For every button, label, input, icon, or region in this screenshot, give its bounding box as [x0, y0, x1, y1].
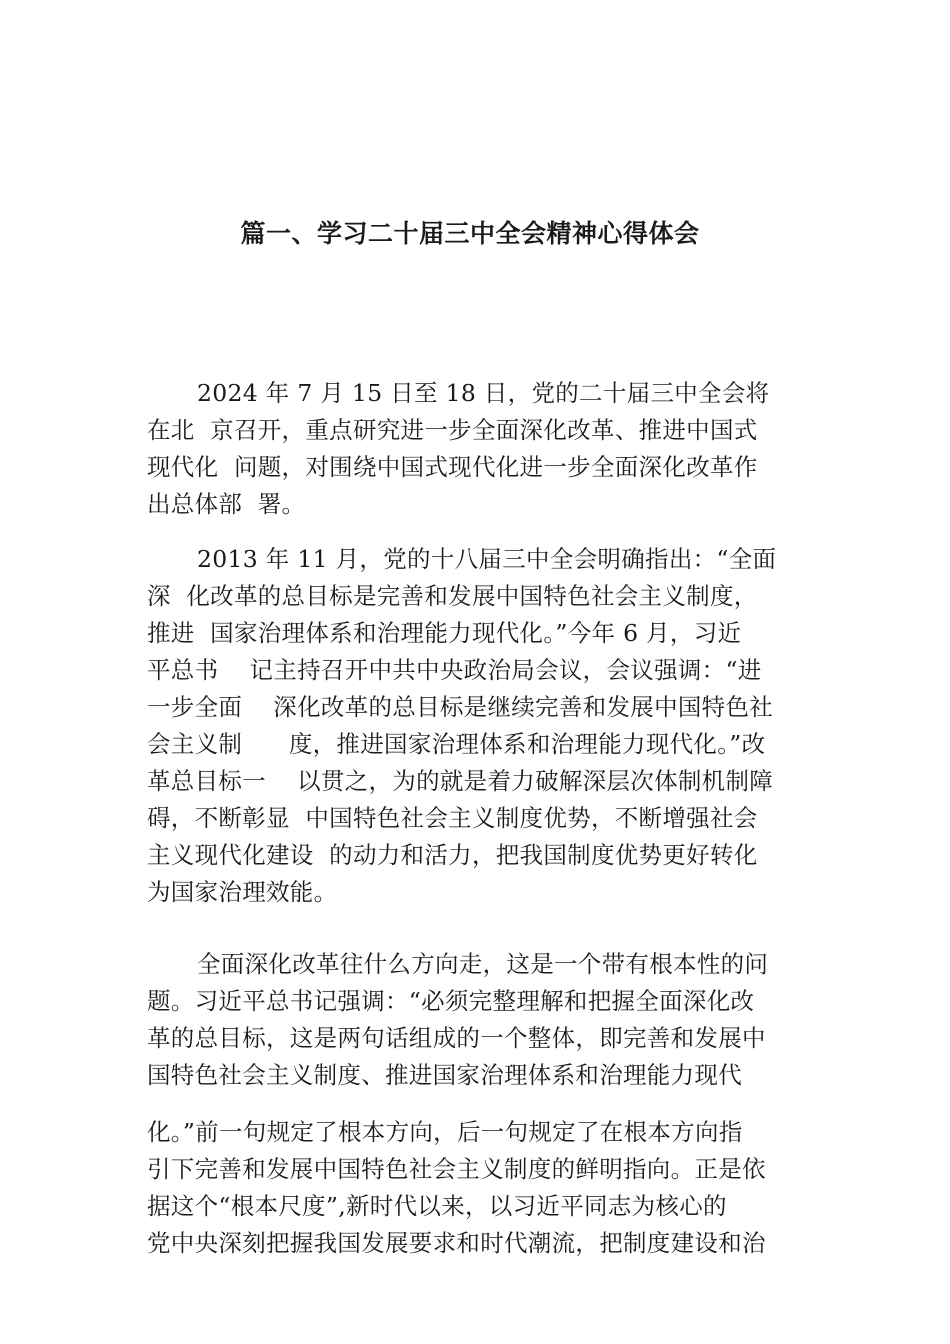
- text-line: 在北 京召开，重点研究进一步全面深化改革、推进中国式: [147, 416, 758, 444]
- text-line: 题。习近平总书记强调：“必须完整理解和把握全面深化改: [147, 987, 755, 1015]
- document-title: 篇一、学习二十届三中全会精神心得体会: [240, 219, 700, 248]
- text-line: 全面深化改革往什么方向走，这是一个带有根本性的问: [197, 950, 769, 978]
- text-line: 2024 年 7 月 15 日至 18 日，党的二十届三中全会将: [197, 379, 770, 407]
- text-line: 现代化 问题，对围绕中国式现代化进一步全面深化改革作: [147, 453, 758, 481]
- text-line: 会主义制 度，推进国家治理体系和治理能力现代化。”改: [147, 730, 766, 758]
- text-line: 革总目标一 以贯之，为的就是着力破解深层次体制机制障: [147, 767, 774, 795]
- text-line: 碍，不断彰显 中国特色社会主义制度优势，不断增强社会: [147, 804, 758, 832]
- text-line: 国特色社会主义制度、推进国家治理体系和治理能力现代: [147, 1061, 742, 1089]
- paragraph-2: [147, 541, 807, 911]
- paragraph-3: [147, 946, 807, 1094]
- text-line: 出总体部 署。: [147, 490, 306, 518]
- text-line: 引下完善和发展中国特色社会主义制度的鲜明指向。正是依: [147, 1155, 766, 1183]
- text-line: 主义现代化建设 的动力和活力，把我国制度优势更好转化: [147, 841, 758, 869]
- paragraph-3-continued: [147, 1114, 807, 1262]
- text-line: 一步全面 深化改革的总目标是继续完善和发展中国特色社: [147, 693, 774, 721]
- text-line: 据这个“根本尺度”,新时代以来，以习近平同志为核心的: [147, 1192, 727, 1220]
- text-line: 化。”前一句规定了根本方向，后一句规定了在根本方向指: [147, 1118, 743, 1146]
- text-line: 2013 年 11 月，党的十八届三中全会明确指出：“全面: [197, 545, 777, 573]
- text-line: 党中央深刻把握我国发展要求和时代潮流，把制度建设和治: [147, 1229, 766, 1257]
- text-line: 推进 国家治理体系和治理能力现代化。”今年 6 月，习近: [147, 619, 742, 647]
- text-line: 平总书 记主持召开中共中央政治局会议，会议强调：“进: [147, 656, 762, 684]
- text-line: 深 化改革的总目标是完善和发展中国特色社会主义制度，: [147, 582, 758, 610]
- text-line: 为国家治理效能。: [147, 878, 338, 906]
- paragraph-1: [147, 375, 807, 523]
- text-line: 革的总目标，这是两句话组成的一个整体，即完善和发展中: [147, 1024, 766, 1052]
